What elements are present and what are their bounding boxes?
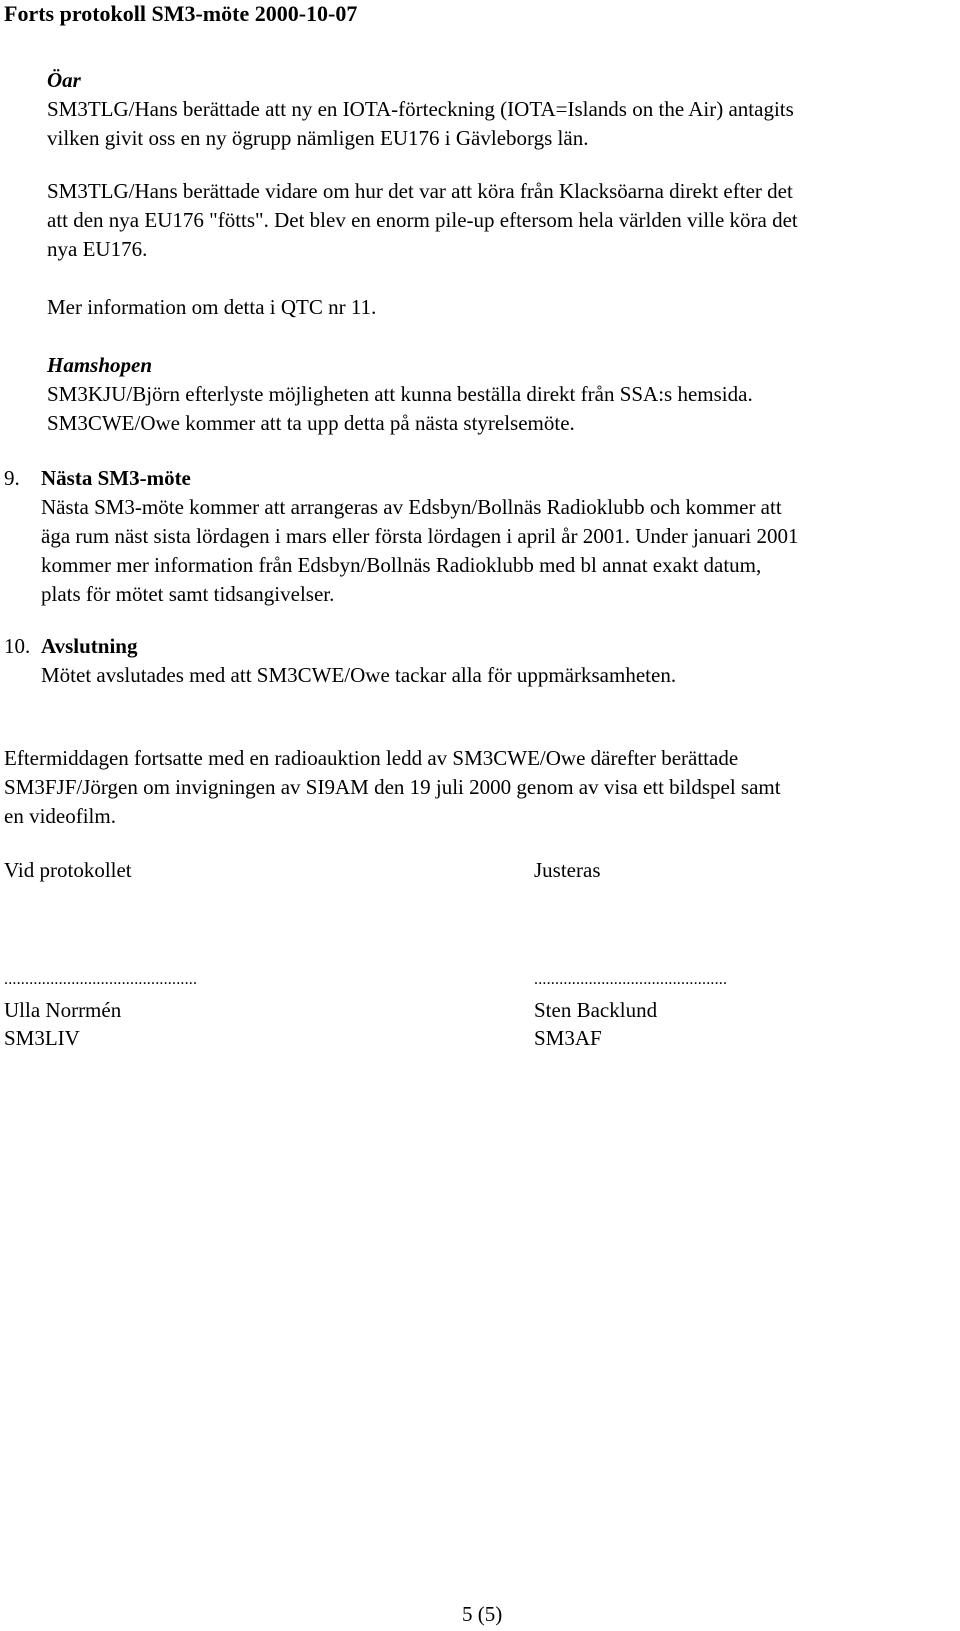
paragraph-line: kommer mer information från Edsbyn/Bollnäs Radioklubb med bl annat exakt datum,: [41, 553, 762, 577]
paragraph-line: Eftermiddagen fortsatte med en radioauktion ledd av SM3CWE/Owe därefter berättade: [4, 746, 739, 770]
paragraph-line: Mötet avslutades med att SM3CWE/Owe tackar alla för uppmärksamheten.: [41, 663, 677, 687]
paragraph-oar-3: [47, 293, 376, 322]
paragraph-line: Nästa SM3-möte kommer att arrangeras av Edsbyn/Bollnäs Radioklubb och kommer att: [41, 495, 782, 519]
signature-role-left: Vid protokollet: [4, 858, 132, 882]
signer-callsign-left: SM3LIV: [4, 1026, 80, 1050]
section-heading-nasta-sm3-mote: Nästa SM3-möte: [41, 466, 191, 490]
signer-callsign-right: SM3AF: [534, 1026, 602, 1050]
signature-line-left: ..............................................: [4, 971, 198, 988]
signature-role-right: Justeras: [534, 858, 601, 882]
section-heading-hamshopen: Hamshopen: [47, 353, 153, 377]
section-oar: [47, 66, 794, 153]
paragraph-line: plats för mötet samt tidsangivelser.: [41, 582, 335, 606]
document-header: Forts protokoll SM3-möte 2000-10-07: [4, 1, 358, 26]
paragraph-line: vilken givit oss en ny ögrupp nämligen EU176 i Gävleborgs län.: [47, 126, 589, 150]
section-heading-avslutning: Avslutning: [41, 634, 138, 658]
paragraph-line: SM3CWE/Owe kommer att ta upp detta på nästa styrelsemöte.: [47, 411, 575, 435]
section-number: 9.: [4, 466, 20, 490]
paragraph-oar-2: [47, 177, 798, 264]
page-number: 5 (5): [462, 1602, 503, 1626]
section-heading-oar: Öar: [47, 68, 81, 92]
paragraph-line: Mer information om detta i QTC nr 11.: [47, 295, 377, 319]
signer-name-left: Ulla Norrmén: [4, 998, 122, 1022]
section-10: [4, 632, 676, 690]
signature-line-right: ..............................................: [534, 971, 728, 988]
paragraph-line: SM3KJU/Björn efterlyste möjligheten att kunna beställa direkt från SSA:s hemsida.: [47, 382, 753, 406]
paragraph-line: SM3FJF/Jörgen om invigningen av SI9AM den 19 juli 2000 genom av visa ett bildspel samt: [4, 775, 781, 799]
paragraph-line: nya EU176.: [47, 237, 148, 261]
paragraph-line: äga rum näst sista lördagen i mars eller första lördagen i april år 2001. Under januari 2001: [41, 524, 799, 548]
paragraph-line: en videofilm.: [4, 804, 116, 828]
paragraph-line: SM3TLG/Hans berättade vidare om hur det var att köra från Klacksöarna direkt efter det: [47, 179, 793, 203]
section-number: 10.: [4, 634, 31, 658]
signer-name-right: Sten Backlund: [534, 998, 658, 1022]
paragraph-afternoon: [4, 744, 781, 831]
paragraph-line: att den nya EU176 "fötts". Det blev en enorm pile-up eftersom hela världen ville köra det: [47, 208, 798, 232]
section-9: [4, 464, 799, 609]
section-hamshopen: [47, 351, 753, 438]
paragraph-line: SM3TLG/Hans berättade att ny en IOTA-förteckning (IOTA=Islands on the Air) antagits: [47, 97, 794, 121]
